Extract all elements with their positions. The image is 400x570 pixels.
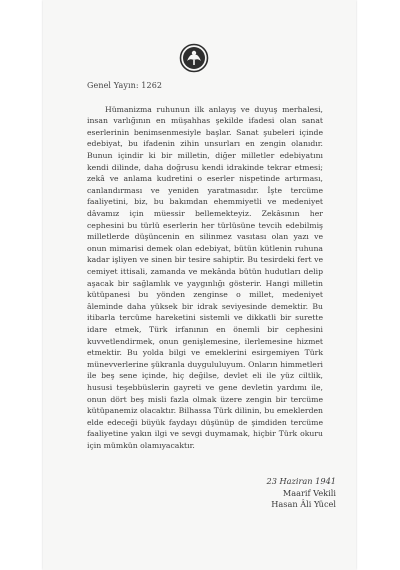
publisher-emblem-icon xyxy=(179,43,209,73)
preface-paragraph: Hümanizma ruhunun ilk anlayış ve duyuş merhalesi, insan varlığının en müşahhas şekilde ifadesi olan sanat eserlerinin benimsenmesiyle başlar. Sanat şubeleri içinde edebiyat, bu ifadenin zihin unsurları en zengin olanıdır. Bunun içindir ki bir milletin, diğer milletler edebiyatını kendi dilinde, daha doğrusu kendi idrakinde tekrar etmesi; zekâ ve anlama kudretini o eserler nispetinde artırması, canlandırması ve yeniden yaratmasıdır. İşte tercüme faaliyetini, biz, bu bakımdan ehemmiyetli ve medeniyet dâvamız için müessir bellemekteyiz. Zekâsının her cephesini bu türlü eserlerin her türlüsüne tevcih edebilmiş milletlerde düşüncenin en silinmez vasıtası olan yazı ve onun mimarisi demek olan edebiyat, bütün kütlenin ruhuna kadar işliyen ve sinen bir tesire sahiptir. Bu tesirdeki fert ve cemiyet ittisali, zamanda ve mekânda bütün hudutları delip aşacak bir sağlamlık ve yaygınlığı gösterir. Hangi milletin kütüpanesi bu yönden zenginse o millet, medeniyet âleminde daha yüksek bir idrak seviyesinde demektir. Bu itibarla tercüme hareketini sistemli ve dikkatli bir surette idare etmek, Türk irfanının en önemli bir cephesini kuvvetlendirmek, onun genişlemesine, ilerlemesine hizmet etmektir. Bu yolda bilgi ve emeklerini esirgemiyen Türk münevverlerine şükranla duygululuyum. Onların himmetleri ile beş sene içinde, hiç değilse, devlet eli ile yüz ciltlik, hususi teşebbüslerin gayreti ve gene devletin yardımı ile, onun dört beş misli fazla olmak üzere zengin bir tercüme kütüpanemiz olacaktır. Bilhassa Türk dilinin, bu emeklerden elde edeceği büyük faydayı düşünüp de şimdiden tercüme faaliyetine yakın ilgi ve sevgi duymamak, hiçbir Türk okuru için mümkün olamıyacaktır. xyxy=(87,104,323,450)
book-page xyxy=(43,0,356,570)
signature-name: Hasan Âli Yücel xyxy=(271,499,336,510)
signature-block xyxy=(176,476,336,511)
series-label: Genel Yayın: 1262 xyxy=(87,81,163,90)
signature-date: 23 Haziran 1941 xyxy=(266,476,336,486)
signature-title: Maarif Vekili xyxy=(282,487,336,498)
